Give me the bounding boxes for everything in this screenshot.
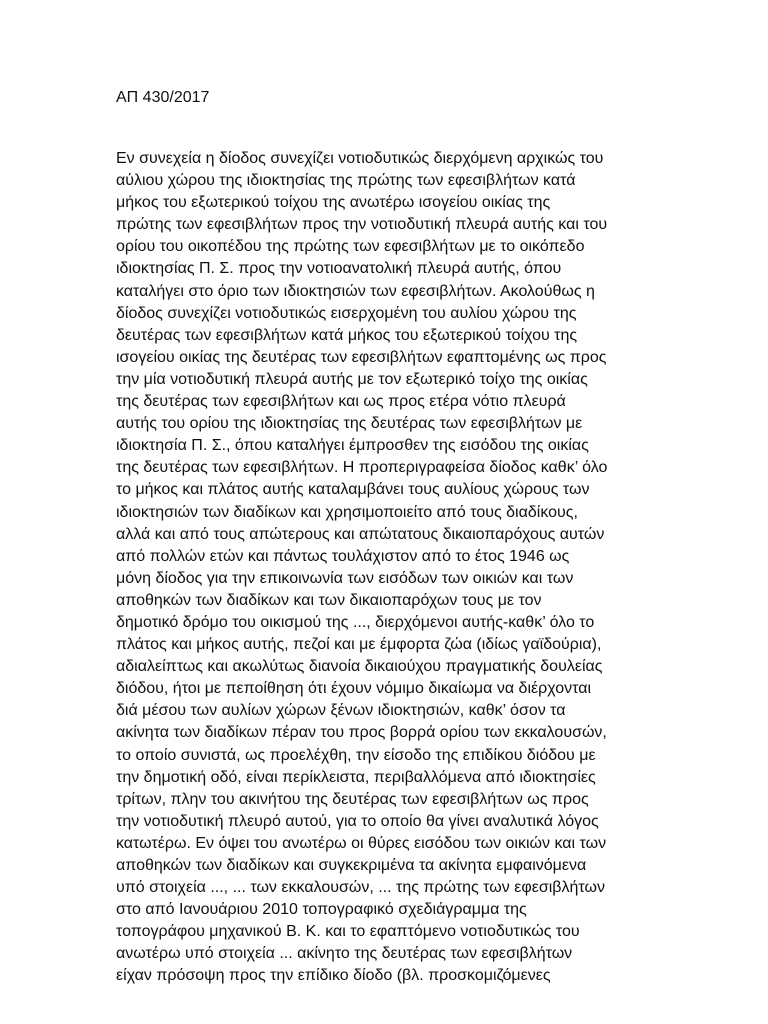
body-text-line: ορίου του οικοπέδου της πρώτης των εφεσιβλήτων με το οικόπεδο: [116, 238, 585, 256]
body-text-line: της δευτέρας των εφεσιβλήτων. Η προπεριγραφείσα δίοδος καθκ’ όλο: [116, 459, 608, 477]
body-text-line: μήκος του εξωτερικού τοίχου της ανωτέρω ισογείου οικίας της: [116, 194, 551, 212]
body-text-line: αύλιου χώρου της ιδιοκτησίας της πρώτης των εφεσιβλήτων κατά: [116, 172, 576, 190]
body-text-line: διά μέσου των αυλίων χώρων ξένων ιδιοκτησιών, καθκ’ όσον τα: [116, 702, 566, 720]
body-text-line: την δημοτική οδό, είναι περίκλειστα, περιβαλλόμενα από ιδιοκτησίες: [116, 768, 596, 786]
body-text-line: αποθηκών των διαδίκων και συγκεκριμένα τα ακίνητα εμφαινόμενα: [116, 857, 587, 874]
body-text-line: ισογείου οικίας της δευτέρας των εφεσιβλήτων εφαπτομένης ως προς: [116, 348, 607, 366]
body-text-line: ακίνητα των διαδίκων πέραν του προς βορρά ορίου των εκκαλουσών,: [116, 724, 607, 742]
body-text-line: τοπογράφου μηχανικού Β. Κ. και το εφαπτόμενο νοτιοδυτικώς του: [116, 923, 580, 941]
body-text-line: τρίτων, πλην του ακινήτου της δευτέρας των εφεσιβλήτων ως προς: [116, 790, 589, 808]
body-text-line: διόδου, ήτοι με πεποίθηση ότι έχουν νόμιμο δικαίωμα να διέρχονται: [116, 680, 591, 698]
body-text-line: καταλήγει στο όριο των ιδιοκτησιών των εφεσιβλήτων. Ακολούθως η: [116, 282, 595, 300]
body-text-line: αδιαλείπτως και ακωλύτως διανοία δικαιούχου πραγματικής δουλείας: [116, 658, 603, 676]
body-text-line: είχαν πρόσοψη προς την επίδικο δίοδο (βλ. προσκομιζόμενες: [116, 967, 551, 985]
body-text-line: Εν συνεχεία η δίοδος συνεχίζει νοτιοδυτικώς διερχόμενη αρχικώς του: [116, 150, 604, 167]
body-text-line: δίοδος συνεχίζει νοτιοδυτικώς εισερχομένη του αυλίου χώρου της: [116, 304, 577, 322]
body-text-line: ανωτέρω υπό στοιχεία ... ακίνητο της δευτέρας των εφεσιβλήτων: [116, 945, 573, 963]
body-text-line: κατωτέρω. Εν όψει του ανωτέρω οι θύρες εισόδου των οικιών και των: [116, 834, 607, 852]
body-text-line: ιδιοκτησίας Π. Σ. προς την νοτιοανατολική πλευρά αυτής, όπου: [116, 260, 562, 278]
body-text-line: δημοτικό δρόμο του οικισμού της ..., διερχόμενοι αυτής-καθκ’ όλο το: [116, 613, 595, 631]
body-text-line: το οποίο συνιστά, ως προελέχθη, την είσοδο της επιδίκου διόδου με: [116, 746, 596, 764]
body-text-line: στο από Ιανουάριου 2010 τοπογραφικό σχεδιάγραμμα της: [116, 901, 527, 919]
body-text-line: δευτέρας των εφεσιβλήτων κατά μήκος του εξωτερικού τοίχου της: [116, 326, 578, 344]
document-body: [116, 148, 676, 988]
body-text-line: την νοτιοδυτική πλευρό αυτού, για το οποίο θα γίνει αναλυτικά λόγος: [116, 812, 599, 830]
body-text-line: από πολλών ετών και πάντως τουλάχιστον από το έτος 1946 ως: [116, 547, 570, 565]
body-text-line: αποθηκών των διαδίκων και των δικαιοπαρόχων τους με τον: [116, 591, 542, 609]
document-heading: ΑΠ 430/2017: [116, 89, 210, 106]
body-text-line: την μία νοτιοδυτική πλευρά αυτής με τον εξωτερικό τοίχο της οικίας: [116, 370, 588, 388]
body-text-line: αυτής του ορίου της ιδιοκτησίας της δευτέρας των εφεσιβλήτων με: [116, 415, 583, 433]
body-text-line: το μήκος και πλάτος αυτής καταλαμβάνει τους αυλίους χώρους των: [116, 481, 590, 499]
body-text-line: πρώτης των εφεσιβλήτων προς την νοτιοδυτική πλευρά αυτής και του: [116, 216, 608, 234]
body-text-line: πλάτος και μήκος αυτής, πεζοί και με έμφορτα ζώα (ιδίως γαϊδούρια),: [116, 636, 602, 654]
body-text-line: ιδιοκτησιών των διαδίκων και χρησιμοποιείτο από τους διαδίκους,: [116, 503, 578, 521]
body-text-line: ιδιοκτησία Π. Σ., όπου καταλήγει έμπροσθεν της εισόδου της οικίας: [116, 437, 589, 455]
body-text-line: υπό στοιχεία ..., ... των εκκαλουσών, ... της πρώτης των εφεσιβλήτων: [116, 879, 605, 897]
body-text-line: αλλά και από τους απώτερους και απώτατους δικαιοπαρόχους αυτών: [116, 525, 605, 543]
body-text-line: μόνη δίοδος για την επικοινωνία των εισόδων των οικιών και των: [116, 569, 574, 587]
body-text-line: της δευτέρας των εφεσιβλήτων και ως προς ετέρα νότιο πλευρά: [116, 393, 566, 411]
